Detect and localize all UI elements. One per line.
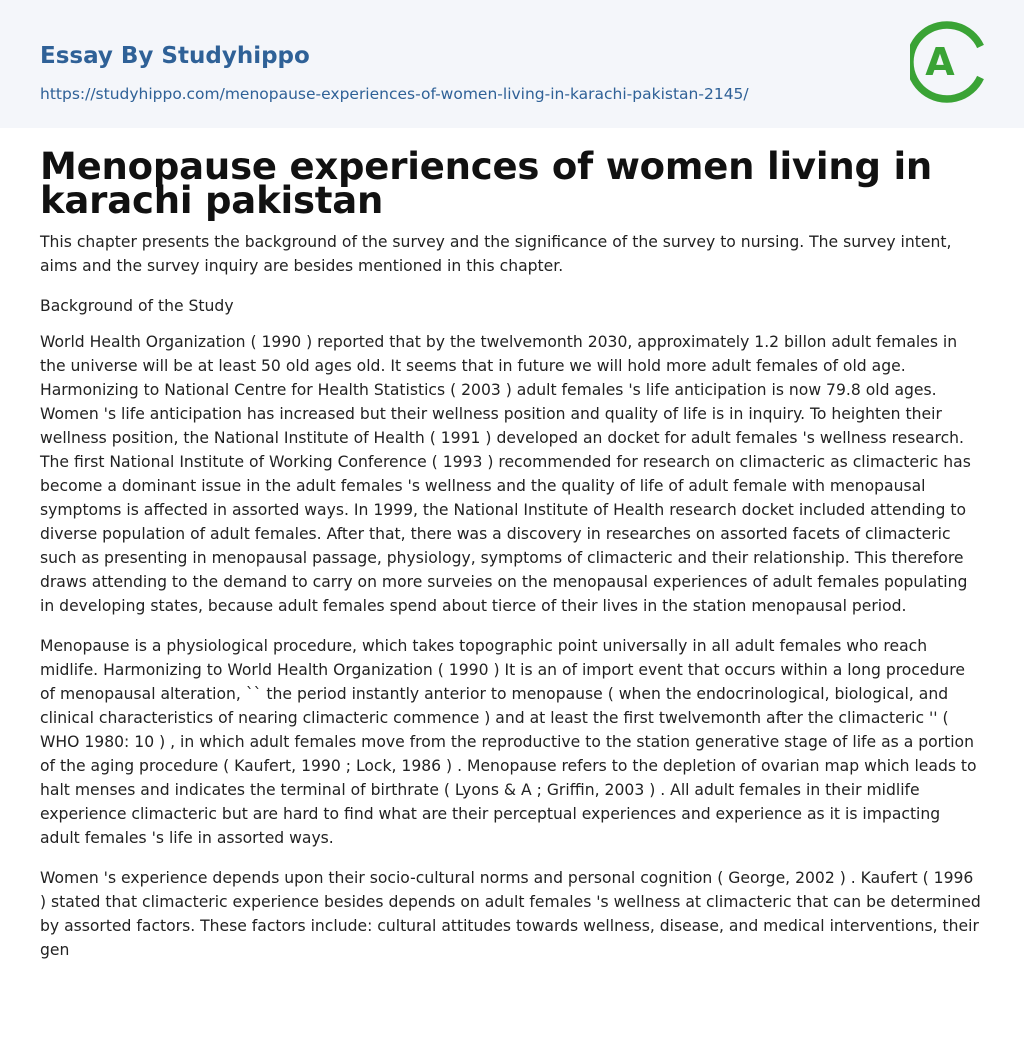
body-paragraph: Menopause is a physiological procedure, which takes topographic point universally in all adult females who reach midlife. Harmonizing to World Health Organization ( 1990 ) It is an of import event that occurs within a long procedure of menopausal alteration, `` the period instantly anterior to menopause ( when the endocrinological, biological, and clinical characteristics of nearing climacteric commence ) and at least the first twelvemonth after the climacteric '' ( WHO 1980: 10 ) , in which adult females move from the reproductive to the station generative stage of life as a portion of the aging procedure ( Kaufert, 1990 ; Lock, 1986 ) . Menopause refers to the depletion of ovarian map which leads to halt menses and indicates the terminal of birthrate ( Lyons & A ; Griffin, 2003 ) . All adult females in their midlife experience climacteric but are hard to find what are their perceptual experiences and experience as it is impacting adult females 's life in assorted ways. — [40, 637, 977, 847]
brand-title[interactable]: Essay By Studyhippo — [40, 43, 310, 69]
section-heading: Background of the Study — [40, 297, 234, 315]
body-paragraph: World Health Organization ( 1990 ) reported that by the twelvemonth 2030, approximately 1.2 billon adult females in the universe will be at least 50 old ages old. It seems that in future we will hold more adult females of old age. Harmonizing to National Centre for Health Statistics ( 2003 ) adult females 's life anticipation is now 79.8 old ages. Women 's life anticipation has increased but their wellness position and quality of life is in inquiry. To heighten their wellness position, the National Institute of Health ( 1991 ) developed an docket for adult females 's wellness research. The first National Institute of Working Conference ( 1993 ) recommended for research on climacteric as climacteric has become a dominant issue in the adult females 's wellness and the quality of life of adult female with menopausal symptoms is affected in assorted ways. In 1999, the National Institute of Health research docket included attending to diverse population of adult females. After that, there was a discovery in researches on assorted facets of climacteric such as presenting in menopausal passage, physiology, symptoms of climacteric and their relationship. This therefore draws attending to the demand to carry on more surveies on the menopausal experiences of adult females populating in developing states, because adult females spend about tierce of their lives in the station menopausal period. — [40, 333, 971, 615]
studyhippo-logo-icon — [910, 16, 990, 108]
svg-text:A: A — [925, 40, 955, 84]
source-url-link[interactable]: https://studyhippo.com/menopause-experiences-of-women-living-in-karachi-pakistan-2145/ — [40, 85, 749, 103]
intro-paragraph: This chapter presents the background of the survey and the significance of the survey to nursing. The survey intent, aims and the survey inquiry are besides mentioned in this chapter. — [40, 233, 952, 275]
page-title: Menopause experiences of women living in karachi pakistan — [40, 145, 933, 222]
site-header — [0, 0, 1024, 128]
article — [0, 145, 1024, 962]
body-paragraph: Women 's experience depends upon their socio-cultural norms and personal cognition ( George, 2002 ) . Kaufert ( 1996 ) stated that climacteric experience besides depends on adult females 's wellness at climacteric that can be determined by assorted factors. These factors include: cultural attitudes towards wellness, disease, and medical interventions, their gen — [40, 869, 981, 959]
